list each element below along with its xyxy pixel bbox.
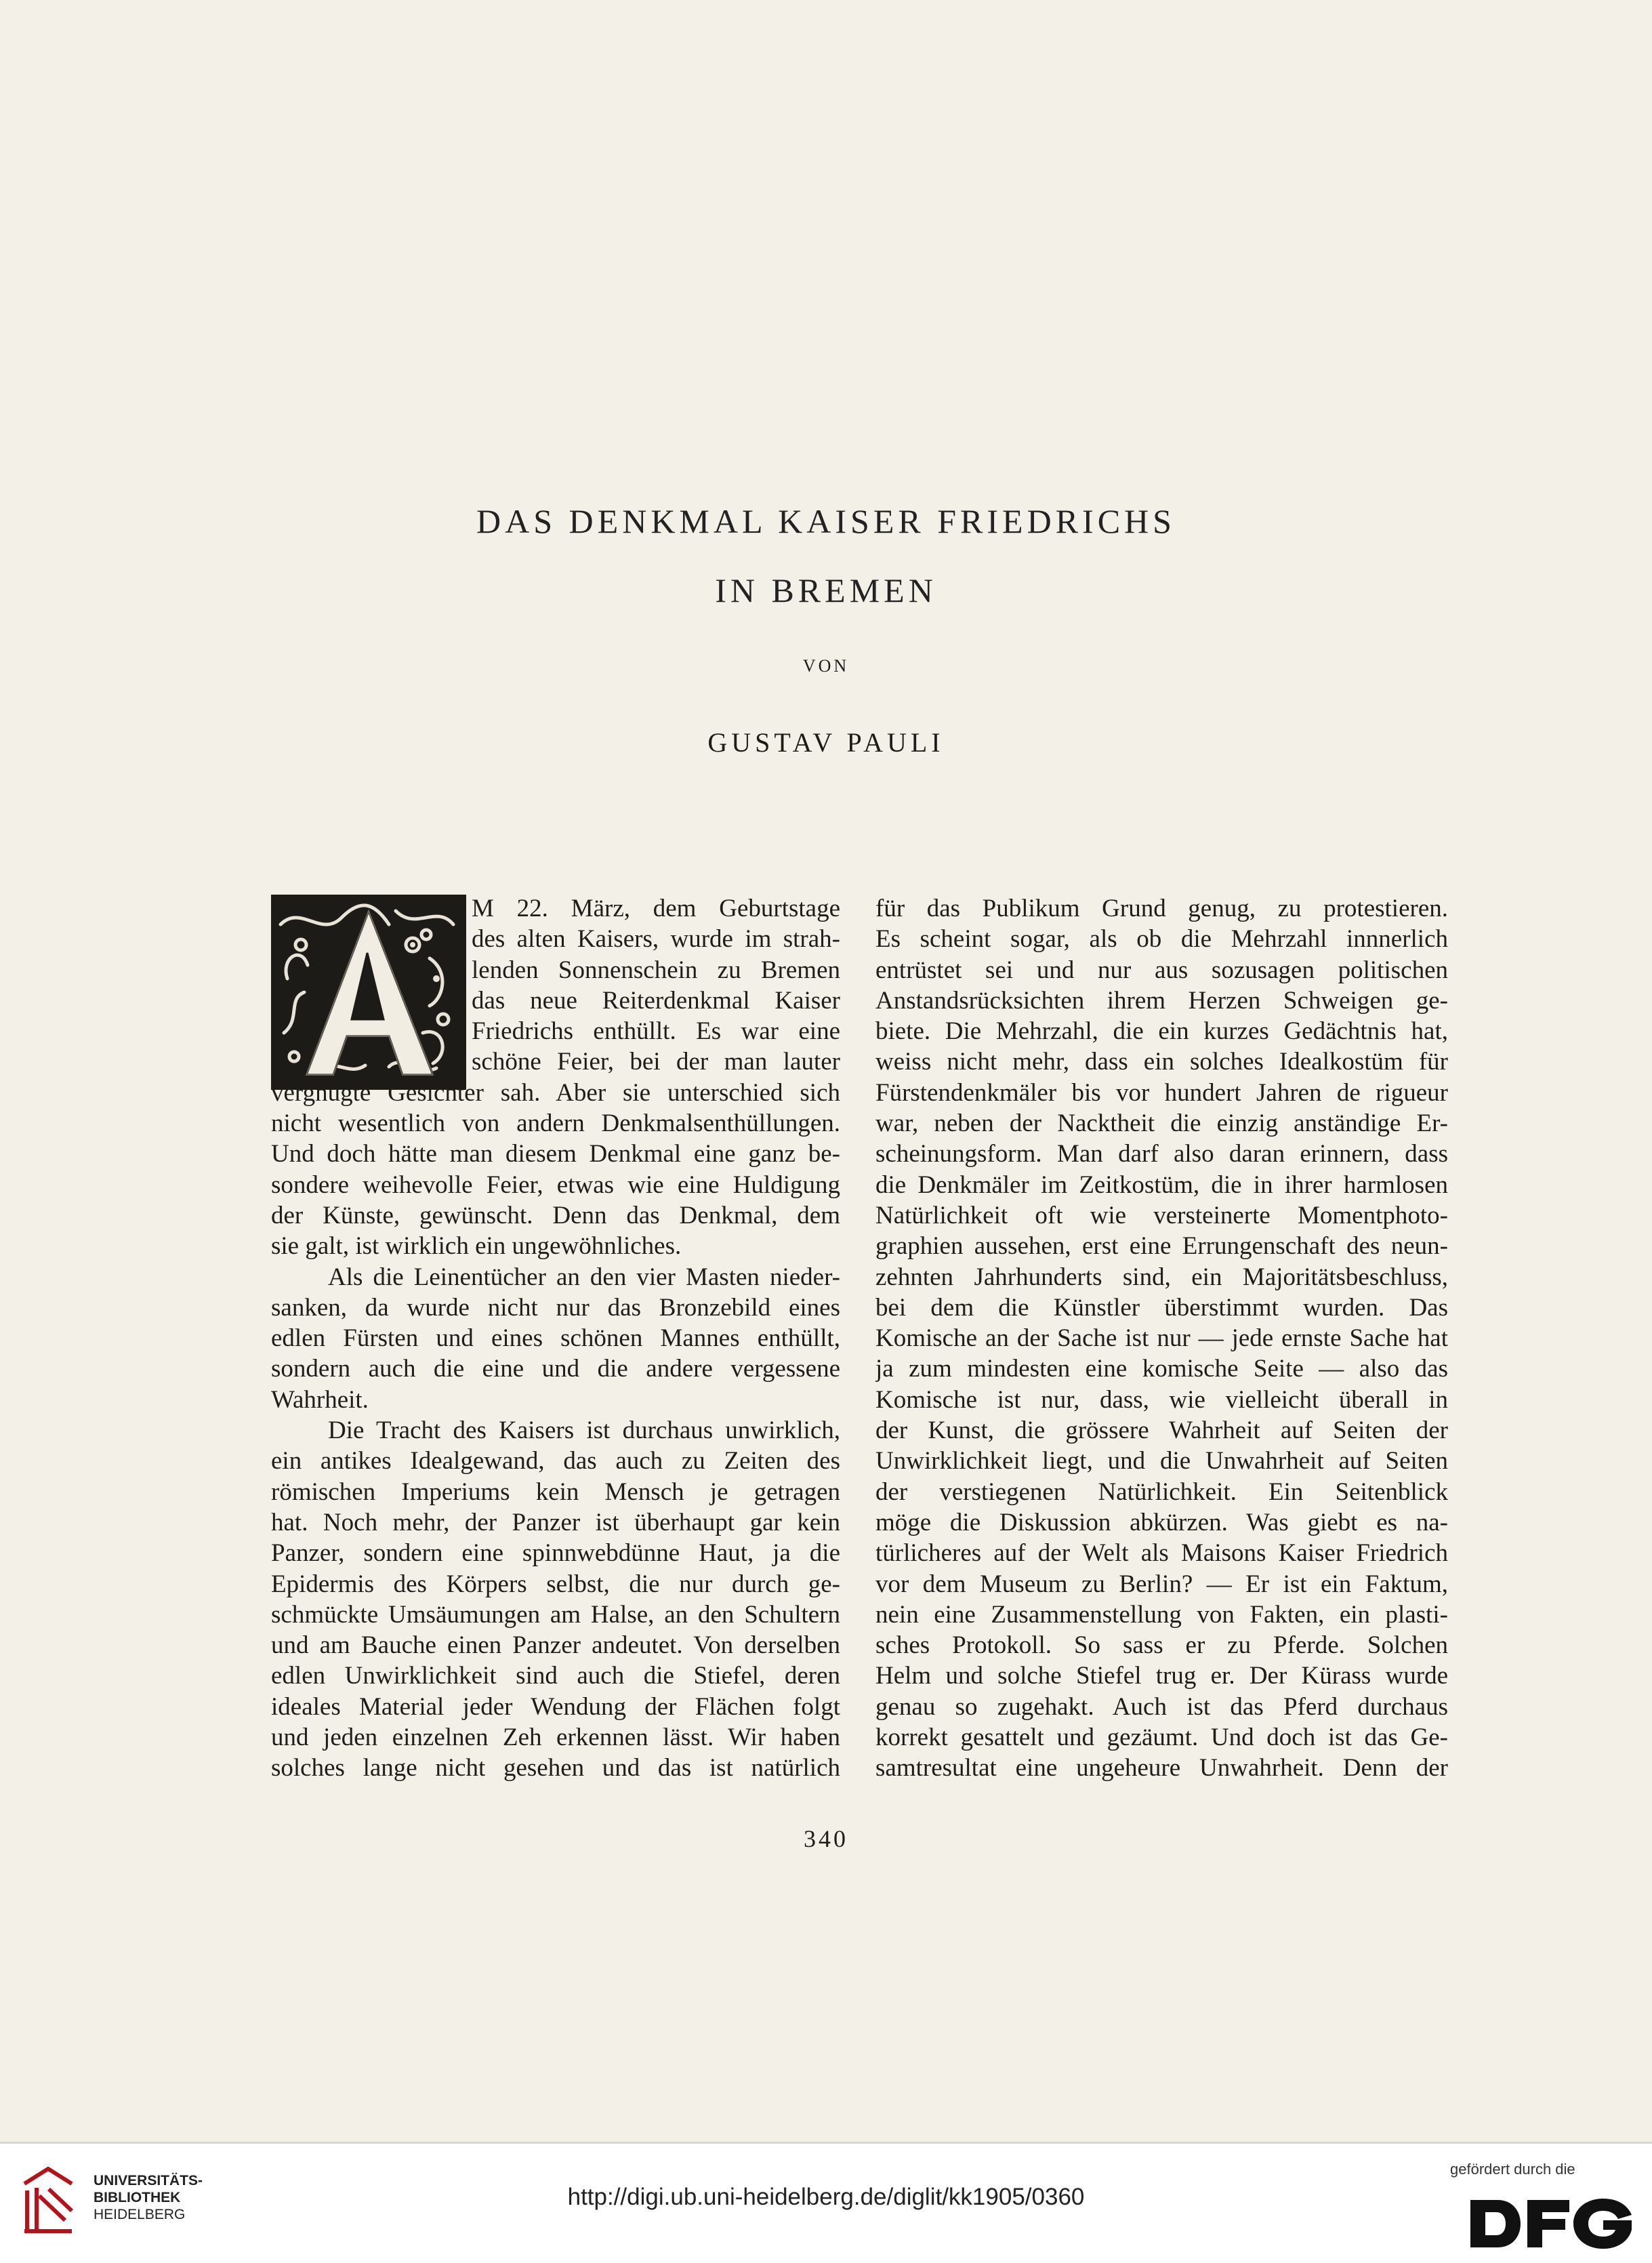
paragraph-line: römischen Imperiums kein Mensch je getragen <box>271 1477 840 1506</box>
paragraph-line: der verstiegenen Natürlichkeit. Ein Seitenblick <box>875 1477 1448 1506</box>
paragraph-line: Natürlichkeit oft wie versteinerte Momentphoto- <box>875 1201 1448 1229</box>
paragraph-line: Als die Leinentücher an den vier Masten nieder- <box>328 1263 840 1291</box>
paragraph-line: sanken, da wurde nicht nur das Bronzebild eines <box>271 1293 840 1322</box>
funding-label: gefördert durch die <box>1450 2161 1575 2178</box>
paragraph-line: und jeden einzelnen Zeh erkennen lässt. Wir haben <box>271 1724 840 1752</box>
library-name-line1: UNIVERSITÄTS- <box>94 2173 203 2188</box>
byline-von: VON <box>802 656 850 676</box>
paragraph-line: entrüstet sei und nur aus sozusagen politischen <box>875 956 1448 984</box>
paragraph-line: Panzer, sondern eine spinnwebdünne Haut, ja die <box>271 1539 840 1568</box>
paragraph-line: weiss nicht mehr, dass ein solches Idealkostüm für <box>875 1048 1448 1076</box>
paragraph-line: hat. Noch mehr, der Panzer ist überhaupt gar kein <box>271 1508 840 1536</box>
paragraph-line: nein eine Zusammenstellung von Fakten, ein plasti- <box>875 1600 1448 1629</box>
paragraph-line: zehnten Jahrhunderts sind, ein Majoritätsbeschluss, <box>875 1263 1448 1291</box>
paragraph-line: für das Publikum Grund genug, zu protestieren. <box>875 895 1448 922</box>
paragraph-line: Und doch hätte man diesem Denkmal eine ganz be- <box>271 1140 840 1168</box>
paragraph-line: die Denkmäler im Zeitkostüm, die in ihrer harmlosen <box>875 1170 1448 1199</box>
paragraph-line: edlen Unwirklichkeit sind auch die Stiefel, deren <box>271 1662 840 1690</box>
paragraph-line: korrekt gesattelt und gezäumt. Und doch ist das Ge- <box>875 1724 1448 1752</box>
paragraph-line: bei dem die Künstler überstimmt wurden. Das <box>875 1293 1448 1322</box>
paragraph-line: sie galt, ist wirklich ein ungewöhnliches. <box>271 1232 682 1261</box>
paragraph-line: Helm und solche Stiefel trug er. Der Kürass wurde <box>875 1662 1448 1690</box>
paragraph-line: des alten Kaisers, wurde im strah- <box>472 925 840 954</box>
paragraph-line: solches lange nicht gesehen und das ist natürlich <box>271 1754 840 1782</box>
library-name-line2: BIBLIOTHEK <box>94 2190 181 2205</box>
paragraph-line: nicht wesentlich von andern Denkmalsenthüllungen. <box>271 1109 840 1138</box>
paragraph-line: und am Bauche einen Panzer andeutet. Von derselben <box>271 1631 840 1660</box>
author-name: GUSTAV PAULI <box>707 727 945 758</box>
paragraph-line: samtresultat eine ungeheure Unwahrheit. Denn der <box>875 1754 1448 1782</box>
footer-divider <box>0 2142 1652 2144</box>
paragraph-line: sches Protokoll. So sass er zu Pferde. Solchen <box>875 1631 1448 1660</box>
paragraph-line: schmückte Umsäumungen am Halse, an den Schultern <box>271 1600 840 1629</box>
article-title-line1: DAS DENKMAL KAISER FRIEDRICHS <box>476 502 1176 540</box>
paragraph-line: sondern auch die eine und die andere vergessene <box>271 1355 840 1383</box>
paragraph-line: der Künste, gewünscht. Denn das Denkmal, dem <box>271 1201 840 1229</box>
paragraph-line: Die Tracht des Kaisers ist durchaus unwirklich, <box>328 1416 840 1445</box>
paragraph-line: ja zum mindesten eine komische Seite — also das <box>875 1355 1448 1383</box>
paragraph-line: möge die Diskussion abkürzen. Was giebt es na- <box>875 1508 1448 1536</box>
permalink-url[interactable]: http://digi.ub.uni-heidelberg.de/diglit/kk1905/0360 <box>567 2184 1085 2210</box>
page-number: 340 <box>804 1825 848 1852</box>
paragraph-line: Friedrichs enthüllt. Es war eine <box>472 1017 840 1046</box>
paragraph-line: Es scheint sogar, als ob die Mehrzahl innnerlich <box>875 925 1448 954</box>
dfg-logo-icon[interactable] <box>1468 2196 1634 2251</box>
paragraph-line: Unwirklichkeit liegt, und die Unwahrheit auf Seiten <box>875 1447 1448 1475</box>
paragraph-line: schöne Feier, bei der man lauter <box>472 1048 840 1076</box>
paragraph-line: Komische ist nur, dass, wie vielleicht überall in <box>875 1385 1448 1414</box>
paragraph-line: lenden Sonnenschein zu Bremen <box>472 956 840 984</box>
paragraph-line: war, neben der Nacktheit die einzig anständige Er- <box>875 1109 1448 1138</box>
paragraph-line: M 22. März, dem Geburtstage <box>472 895 840 922</box>
paragraph-line: das neue Reiterdenkmal Kaiser <box>472 986 840 1015</box>
paragraph-line: Epidermis des Körpers selbst, die nur durch ge- <box>271 1570 840 1598</box>
paragraph-line: ideales Material jeder Wendung der Flächen folgt <box>271 1692 840 1721</box>
paragraph-line: Anstandsrücksichten ihrem Herzen Schweigen ge- <box>875 986 1448 1015</box>
paragraph-line: der Kunst, die grössere Wahrheit auf Seiten der <box>875 1416 1448 1445</box>
article-title-line2: IN BREMEN <box>715 571 937 609</box>
paragraph-line: scheinungsform. Man darf also daran erinnern, dass <box>875 1140 1448 1168</box>
paragraph-line: Komische an der Sache ist nur — jede ernste Sache hat <box>875 1324 1448 1353</box>
paragraph-line: genau so zugehakt. Auch ist das Pferd durchaus <box>875 1692 1448 1721</box>
text-column-left <box>271 893 840 1784</box>
paragraph-line: vor dem Museum zu Berlin? — Er ist ein Faktum, <box>875 1570 1448 1598</box>
paragraph-line: türlicheres auf der Welt als Maisons Kaiser Friedrich <box>875 1539 1448 1568</box>
library-name-line3: HEIDELBERG <box>94 2207 186 2222</box>
paragraph-line: graphien aussehen, erst eine Errungenschaft des neun- <box>875 1232 1448 1261</box>
paragraph-line: Wahrheit. <box>271 1385 369 1414</box>
paragraph-line: sondere weihevolle Feier, etwas wie eine Huldigung <box>271 1170 840 1199</box>
text-column-right <box>875 893 1448 1784</box>
paragraph-line: ein antikes Idealgewand, das auch zu Zeiten des <box>271 1447 840 1475</box>
paragraph-line: edlen Fürsten und eines schönen Mannes enthüllt, <box>271 1324 840 1353</box>
paragraph-line: Fürstendenkmäler bis vor hundert Jahren de rigueur <box>875 1078 1448 1107</box>
paragraph-line: biete. Die Mehrzahl, die ein kurzes Gedächtnis hat, <box>875 1017 1448 1046</box>
paragraph-line: vergnügte Gesichter sah. Aber sie unterschied sich <box>271 1078 840 1107</box>
